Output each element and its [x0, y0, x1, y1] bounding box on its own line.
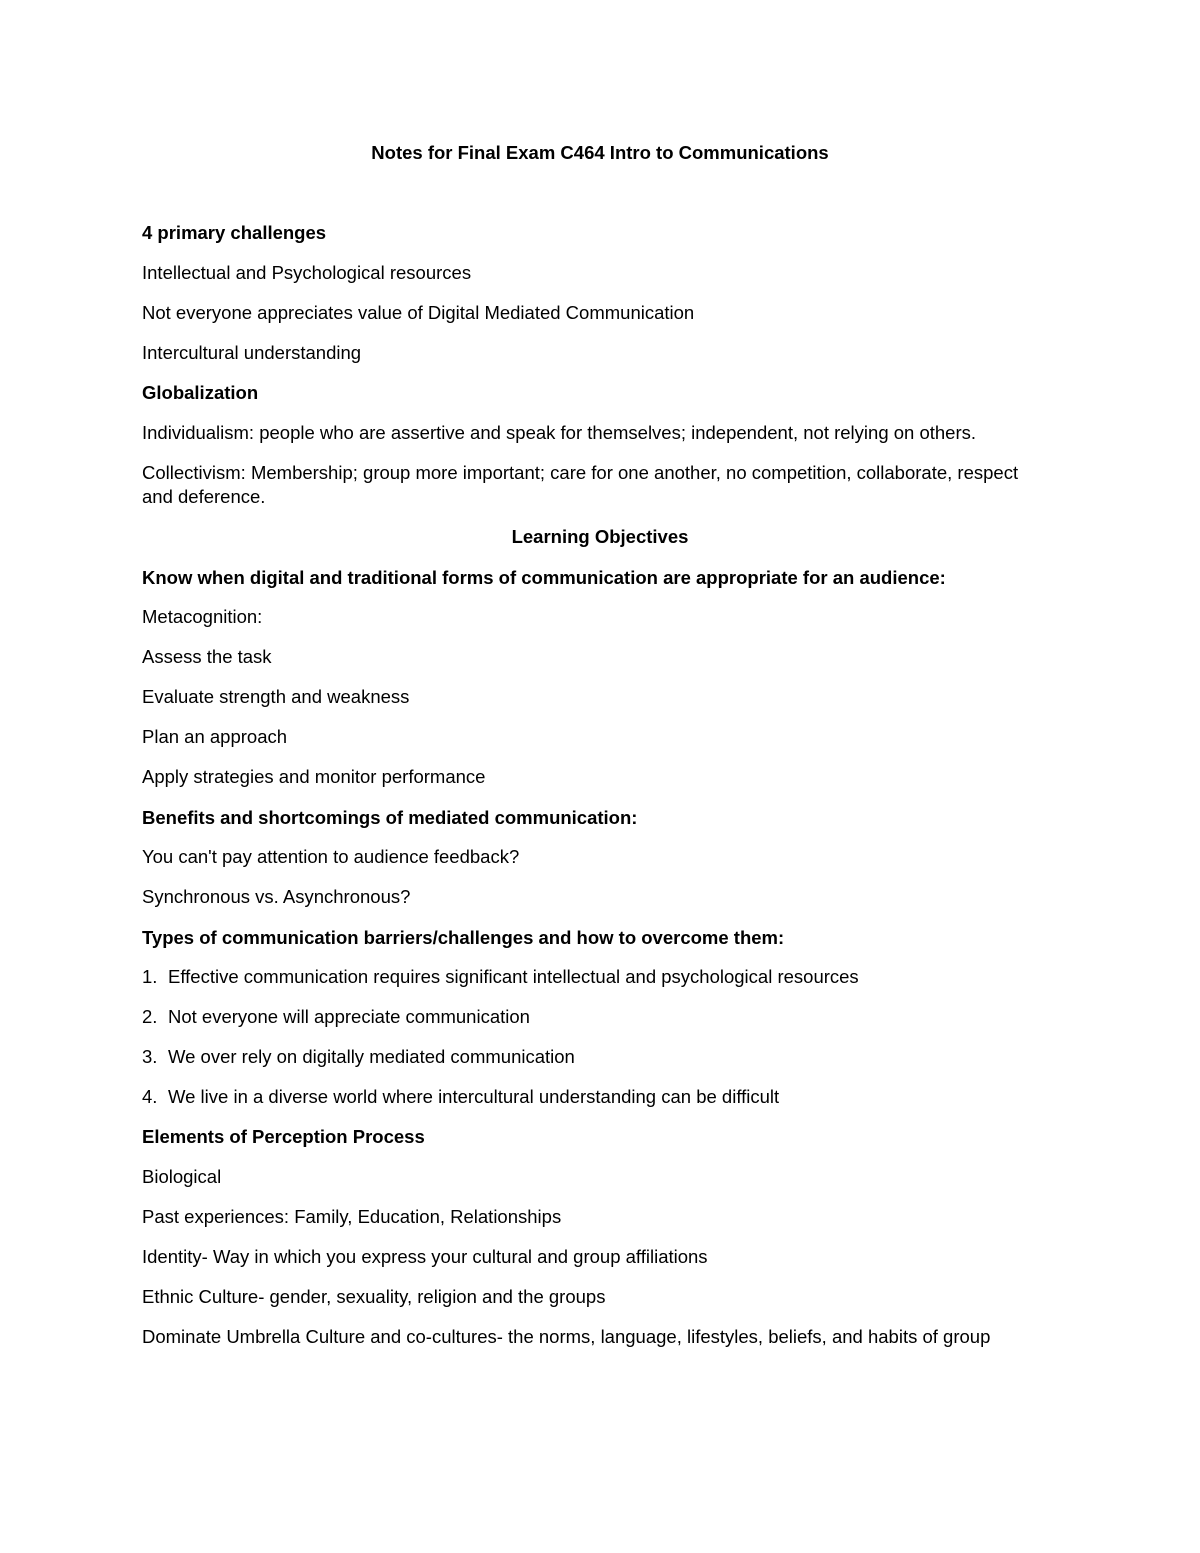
challenge-item: Not everyone appreciates value of Digital Mediated Communication	[142, 302, 695, 323]
barriers-heading: Types of communication barriers/challenges and how to overcome them:	[142, 927, 785, 948]
perception-item: Identity- Way in which you express your cultural and group affiliations	[142, 1246, 708, 1267]
individualism-text: Individualism: people who are assertive and speak for themselves; independent, not relying on others.	[142, 422, 977, 443]
list-number: 3.	[142, 1046, 158, 1067]
know-when-item: Plan an approach	[142, 726, 288, 747]
challenge-item: Intercultural understanding	[142, 342, 362, 363]
know-when-heading: Know when digital and traditional forms of communication are appropriate for an audience:	[142, 567, 946, 588]
list-number: 2.	[142, 1006, 158, 1027]
barrier-list-item	[142, 1005, 530, 1029]
barrier-list-item	[142, 1045, 575, 1069]
learning-objectives-heading: Learning Objectives	[511, 526, 689, 547]
know-when-item: Apply strategies and monitor performance	[142, 766, 486, 787]
document-title: Notes for Final Exam C464 Intro to Communications	[371, 142, 829, 163]
list-number: 1.	[142, 966, 158, 987]
know-when-item: Evaluate strength and weakness	[142, 686, 410, 707]
barrier-list-item	[142, 1085, 779, 1109]
list-text: Not everyone will appreciate communication	[168, 1006, 530, 1027]
globalization-heading: Globalization	[142, 382, 259, 403]
know-when-item: Assess the task	[142, 646, 272, 667]
collectivism-text: Collectivism: Membership; group more important; care for one another, no competition, collaborate, respect and deference.	[142, 462, 1019, 507]
list-text: We over rely on digitally mediated communication	[168, 1046, 575, 1067]
know-when-item: Metacognition:	[142, 606, 263, 627]
challenges-heading: 4 primary challenges	[142, 222, 327, 243]
perception-heading: Elements of Perception Process	[142, 1126, 425, 1147]
benefits-item: Synchronous vs. Asynchronous?	[142, 886, 411, 907]
benefits-item: You can't pay attention to audience feedback?	[142, 846, 520, 867]
list-text: Effective communication requires significant intellectual and psychological resources	[168, 966, 859, 987]
list-number: 4.	[142, 1086, 158, 1107]
perception-item: Past experiences: Family, Education, Relationships	[142, 1206, 562, 1227]
barrier-list-item	[142, 965, 859, 989]
perception-item: Ethnic Culture- gender, sexuality, religion and the groups	[142, 1286, 606, 1307]
perception-item: Biological	[142, 1166, 222, 1187]
challenge-item: Intellectual and Psychological resources	[142, 262, 472, 283]
benefits-heading: Benefits and shortcomings of mediated communication:	[142, 807, 638, 828]
list-text: We live in a diverse world where intercultural understanding can be difficult	[168, 1086, 780, 1107]
perception-item: Dominate Umbrella Culture and co-cultures- the norms, language, lifestyles, beliefs, and habits of group	[142, 1326, 991, 1347]
